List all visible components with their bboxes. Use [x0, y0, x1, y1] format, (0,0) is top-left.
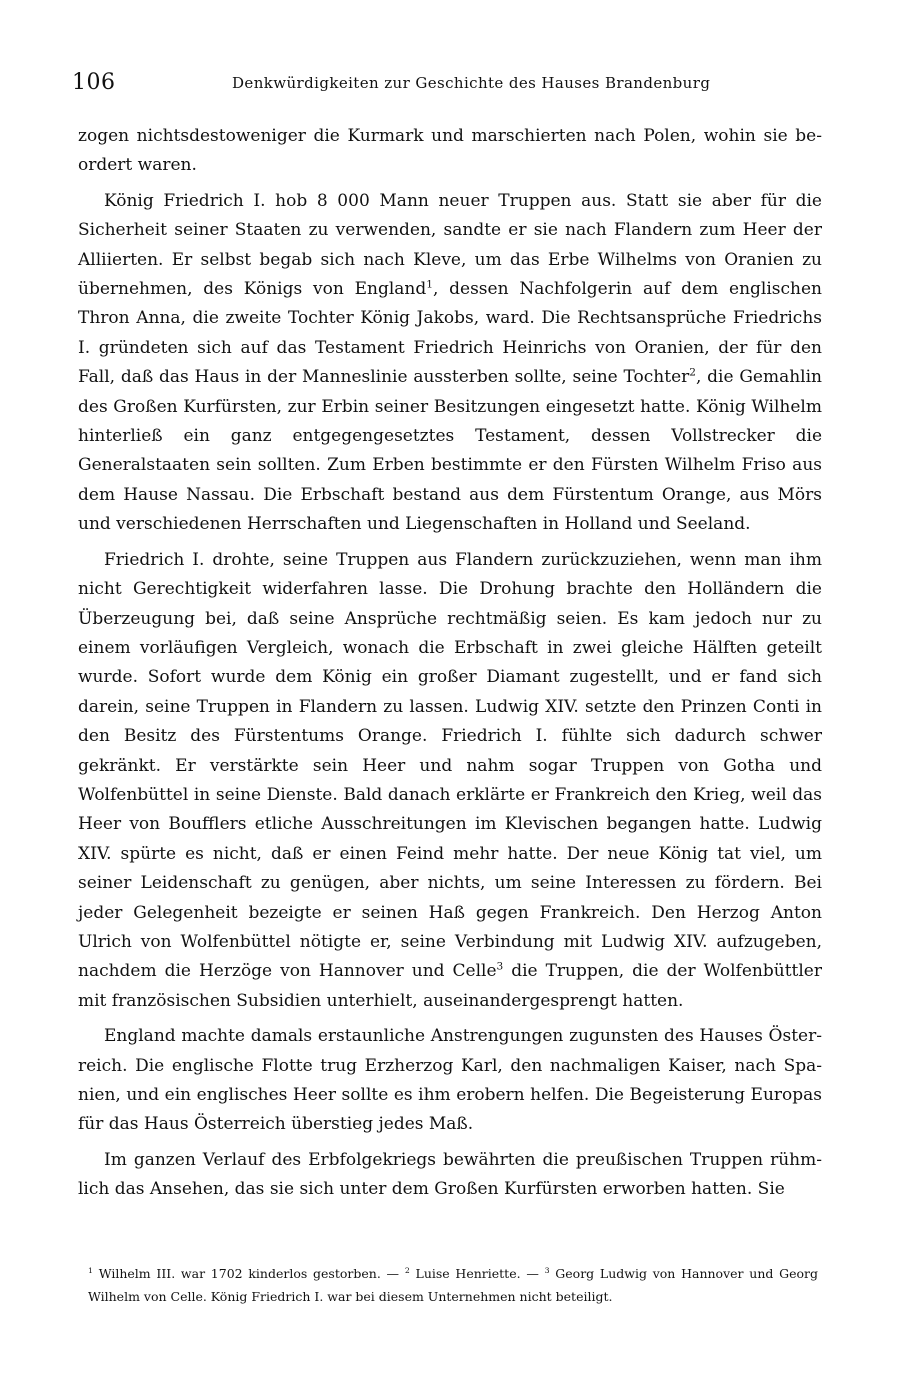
text-segment: , die Gemahlin des Großen Kurfürsten, zur Erbin seiner Besitzungen eingesetzt hatte. König Wilhelm hinterließ ein ganz entgegengesetztes Testament, dessen Vollstrecker die Generalstaaten sein sollten. Zum Erben bestimmte er den Fürsten Wilhelm Friso aus dem Hause Nassau. Die Erbschaft bestand aus dem Fürstentum Orange, aus Mörs und verschiedenen Herrschaften und Liegenschaften in Holland und Seeland. [78, 367, 823, 535]
footnote-text: Luise Henriette. — [415, 1266, 545, 1281]
footnote-mark: 2 [404, 1265, 410, 1275]
footnote-reference: 2 [689, 366, 696, 379]
footnote-mark: 1 [88, 1265, 93, 1275]
text-segment: die Truppen, die der Wolfenbüttler mit französischen Subsidien unterhielt, auseinandergesprengt hatten. [78, 961, 822, 1011]
text-segment: Im ganzen Verlauf des Erbfolgekriegs bewährten die preußischen Truppen rühmlich das Ansehen, das sie sich unter dem Großen Kurfürsten erworben hatten. Sie [78, 1149, 822, 1200]
footnote-text: Georg Ludwig von Hannover und Georg Wilhelm von Celle. König Friedrich I. war bei diesem Unternehmen nicht beteiligt. [88, 1266, 819, 1304]
paragraph [78, 546, 822, 1017]
main-text [78, 122, 822, 1211]
paragraph [78, 122, 822, 181]
running-head [72, 70, 832, 100]
footnotes [88, 1262, 818, 1308]
text-segment: , dessen Nachfolgerin auf dem englischen Thron Anna, die zweite Tochter König Jakobs, ward. Die Rechtsansprüche Friedrichs I. gründeten sich auf das Testament Friedrich Heinrichs von Oranien, der für den Fall, daß das Haus in der Manneslinie aussterben sollte, seine Tochter [78, 279, 822, 388]
footnote-reference: 3 [496, 960, 504, 973]
footnote-line [88, 1262, 818, 1308]
text-segment: Friedrich I. drohte, seine Truppen aus Flandern zurückzuziehen, wenn man ihm nicht Gerechtigkeit widerfahren lasse. Die Drohung brachte den Holländern die Überzeugung bei, daß seine Ansprüche rechtmäßig seien. Es kam jedoch nur zu einem vorläufigen Vergleich, wonach die Erbschaft in zwei gleiche Hälften geteilt wurde. Sofort wurde dem König ein großer Diamant zugestellt, und er fand sich darein, seine Truppen in Flandern zu lassen. Ludwig XIV. setzte den Prinzen Conti in den Besitz des Fürstentums Orange. Friedrich I. fühlte sich dadurch schwer gekränkt. Er verstärkte sein Heer und nahm sogar Truppen von Gotha und Wolfenbüttel in seine Dienste. Bald danach erklärte er Frankreich den Krieg, weil das Heer von Boufflers etliche Ausschreitungen im Klevischen begangen hatte. Ludwig XIV. spürte es nicht, daß er einen Feind mehr hatte. Der neue König tat viel, um seiner Leidenschaft zu genügen, aber nichts, um seine Interessen zu fördern. Bei jeder Gelegenheit bezeigte er seinen Haß gegen Frankreich. Den Herzog Anton Ulrich von Wolfenbüttel nötigte er, seine Verbindung mit Ludwig XIV. aufzugeben, nachdem die Herzöge von Hannover und Celle [78, 549, 822, 982]
page-number: 106 [72, 70, 116, 95]
text-segment: König Friedrich I. hob 8 000 Mann neuer Truppen aus. Statt sie aber für die Sicherheit seiner Staaten zu verwenden, sandte er sie nach Flandern zum Heer der Alliierten. Er selbst begab sich nach Kleve, um das Erbe Wilhelms von Oranien zu übernehmen, des Königs von England [78, 190, 822, 300]
footnote-mark: 3 [544, 1265, 550, 1275]
text-segment: England machte damals erstaunliche Anstrengungen zugunsten des Hauses Österreich. Die englische Flotte trug Erzherzog Karl, den nachmaligen Kaiser, nach Spanien, und ein englisches Heer sollte es ihm erobern helfen. Die Begeisterung Europas für das Haus Österreich überstieg jedes Maß. [78, 1026, 822, 1135]
paragraph [78, 1146, 822, 1205]
paragraph [78, 1022, 822, 1140]
text-segment: zogen nichtsdestoweniger die Kurmark und marschierten nach Polen, wohin sie beordert waren. [78, 126, 822, 176]
paragraph [78, 187, 822, 540]
running-title: Denkwürdigkeiten zur Geschichte des Hauses Brandenburg [232, 74, 711, 92]
footnote-reference: 1 [426, 278, 433, 291]
footnote-text: Wilhelm III. war 1702 kinderlos gestorben. — [98, 1266, 405, 1281]
